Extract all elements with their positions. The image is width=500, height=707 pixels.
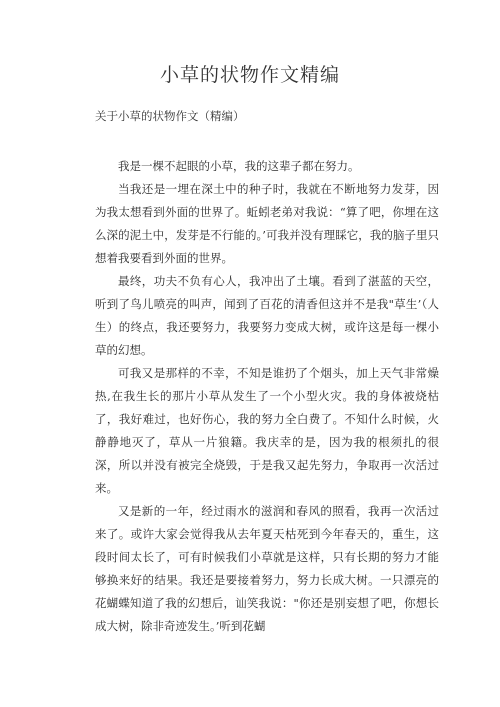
document-subtitle: 关于小草的状物作文（精编） — [95, 109, 245, 123]
paragraph: 我是一棵不起眼的小草，我的这辈子都在努力。 — [118, 159, 360, 173]
paragraph: 当我还是一埋在深土中的种子时，我就在不断地努力发芽，因为我太想看到外面的世界了。蚯蚓老弟对我说：“算了吧，你埋在这么深的泥土中，发芽是不行能的。’可我并没有理睬它，我的脑子里只想着我要看到外面的世界。 — [95, 182, 439, 265]
paragraph: 又是新的一年，经过雨水的滋润和春风的照看，我再一次活过来了。或许大家会觉得我从去年夏天枯死到今年春天的，重生，这段时间太长了，可有时候我们小草就是这样，只有长期的努力才能够换来好的结果。我还是要接着努力，努力长成大树。一只漂亮的花蝴蝶知道了我的幻想后，讪笑我说："你还是别妄想了吧，你想长成大树，除非奇迹发生。’听到花蝴 — [95, 504, 439, 633]
paragraph: 最终，功夫不负有心人，我冲出了土壤。看到了湛蓝的天空，听到了鸟儿喷亮的叫声，闻到了百花的清香但这并不是我"草生’（人生）的终点，我还要努力，我要努力变成大树，或许这是每一棵小草的幻想。 — [95, 274, 439, 357]
paragraph: 可我又是那样的不幸，不知是谁扔了个烟头，加上天气非常燥热,在我生长的那片小草从发生了一个小型火灾。我的身体被烧枯了，我好难过，也好伤心，我的努力全白费了。不知什么时候，火静静地灭了，草从一片狼籍。我庆幸的是，因为我的根须扎的很深，所以并没有被完全烧毁，于是我又起先努力，争取再一次活过来。 — [95, 366, 439, 495]
document-title: 小草的状物作文精编 — [159, 64, 340, 86]
document-body — [95, 155, 439, 638]
